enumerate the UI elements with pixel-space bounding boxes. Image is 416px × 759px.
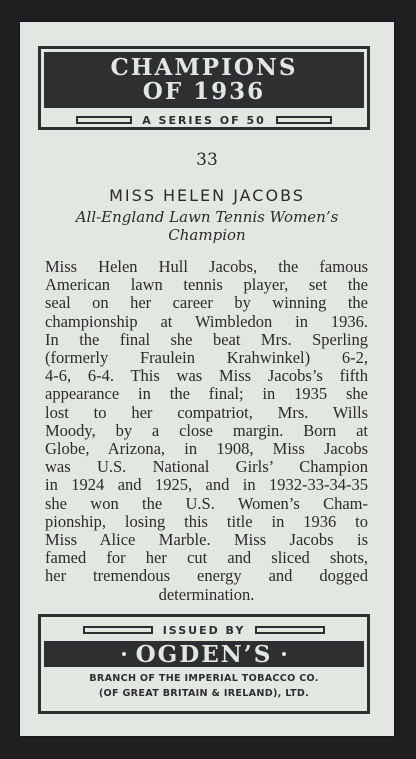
card-number: 33 <box>196 150 218 170</box>
biography-line: seal on her career by winning the <box>45 293 368 313</box>
decorative-bar-left <box>83 626 153 634</box>
biography-line: Miss Alice Marble. Miss Jacobs is <box>45 530 368 550</box>
dot-ornament <box>282 652 286 656</box>
series-label-row <box>41 113 367 127</box>
champion-title <box>50 208 364 244</box>
company-info-line2: (OF GREAT BRITAIN & IRELAND), LTD. <box>98 688 310 699</box>
issued-by-label: ISSUED BY <box>162 623 246 637</box>
biography-text <box>45 258 368 604</box>
biography-line: Miss Helen Hull Jacobs, the famous <box>45 257 368 276</box>
biography-line: In the final she beat Mrs. Sperling <box>45 329 368 349</box>
header-title-block <box>44 52 364 108</box>
header-title-line1: CHAMPIONS <box>110 54 298 81</box>
biography-line: famed for her cut and sliced shots, <box>45 548 368 568</box>
cigarette-card <box>20 22 394 736</box>
decorative-bar-right <box>276 116 332 124</box>
biography-line: American lawn tennis player, set the <box>45 275 368 295</box>
biography-line: in 1924 and 1925, and in 1932-33-34-35 <box>45 475 368 495</box>
company-info <box>41 671 367 701</box>
brand-banner <box>44 641 364 667</box>
biography-line: (formerly Fraulein Krahwinkel) 6-2, <box>45 348 368 368</box>
champion-name: MISS HELEN JACOBS <box>109 186 305 205</box>
biography-line: Moody, by a close margin. Born at <box>45 420 368 440</box>
biography-line: pionship, losing this title in 1936 to <box>45 511 368 531</box>
header-panel <box>38 46 370 130</box>
biography-line: her tremendous energy and dogged <box>45 566 368 586</box>
biography-line: determination. <box>158 584 255 604</box>
champion-title-line1: All-England Lawn Tennis Women’s <box>75 208 339 226</box>
biography-line: lost to her compatriot, Mrs. Wills <box>45 402 368 422</box>
biography-line: Globe, Arizona, in 1908, Miss Jacobs <box>45 439 368 459</box>
series-label: A SERIES OF 50 <box>142 113 266 127</box>
biography-line: championship at Wimbledon in 1936. <box>45 311 368 331</box>
footer-panel <box>38 614 370 714</box>
dot-ornament <box>122 652 126 656</box>
decorative-bar-right <box>255 626 325 634</box>
biography-line: was U.S. National Girls’ Champion <box>45 457 368 477</box>
issued-by-row <box>41 623 367 637</box>
decorative-bar-left <box>76 116 132 124</box>
champion-title-line2: Champion <box>168 226 246 244</box>
biography-line: 4-6, 6-4. This was Miss Jacobs’s fifth <box>45 366 368 386</box>
biography-line: she won the U.S. Women’s Cham- <box>45 493 368 513</box>
header-title-line2: OF 1936 <box>142 78 266 105</box>
biography-line: appearance in the final; in 1935 she <box>45 384 368 404</box>
brand-name: OGDEN’S <box>135 640 273 668</box>
company-info-line1: BRANCH OF THE IMPERIAL TOBACCO CO. <box>89 673 319 684</box>
